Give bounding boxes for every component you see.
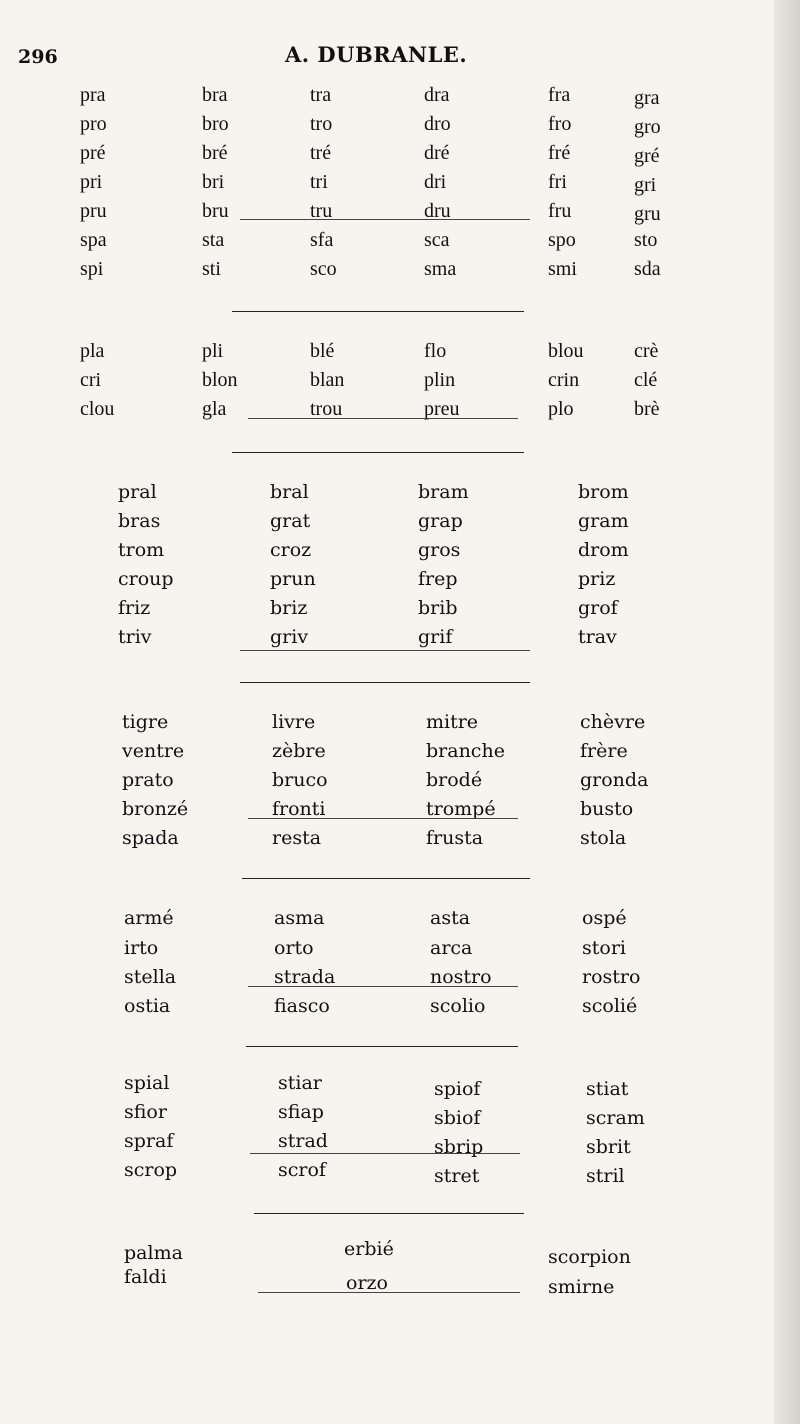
word: fiasco <box>274 995 330 1017</box>
word: arca <box>430 937 473 959</box>
running-title: A. DUBRANLE. <box>285 42 468 67</box>
syllable: fré <box>548 142 571 164</box>
syllable: grif <box>418 626 453 648</box>
syllable: prun <box>270 568 316 590</box>
section-rule <box>232 311 524 312</box>
syllable: dré <box>424 142 450 164</box>
syllable: clou <box>80 398 115 420</box>
word: busto <box>580 798 634 820</box>
syllable: spraf <box>124 1130 174 1152</box>
word-row <box>0 907 770 935</box>
syllable: blé <box>310 340 335 362</box>
syllable: sbrip <box>434 1136 484 1158</box>
word: resta <box>272 827 322 849</box>
syllable: trav <box>578 626 617 648</box>
syllable: grof <box>578 597 618 619</box>
underline-rule <box>240 650 530 651</box>
syllable: bral <box>270 481 309 503</box>
syllable: sfa <box>310 229 334 251</box>
word: nostro <box>430 966 492 988</box>
syllable: croz <box>270 539 312 561</box>
syllable: brom <box>578 481 629 503</box>
syllable-row <box>0 597 770 625</box>
syllable: stiat <box>586 1078 629 1100</box>
syllable: flo <box>424 340 447 362</box>
syllable: priz <box>578 568 616 590</box>
syllable: crè <box>634 340 659 362</box>
syllable: tra <box>310 84 332 106</box>
word: tigre <box>122 711 169 733</box>
syllable: frep <box>418 568 458 590</box>
syllable: sma <box>424 258 457 280</box>
syllable: bru <box>202 200 229 222</box>
syllable: fri <box>548 171 567 193</box>
syllable: gram <box>578 510 629 532</box>
syllable: trom <box>118 539 165 561</box>
syllable: strad <box>278 1130 328 1152</box>
syllable-row <box>0 539 770 567</box>
word: mitre <box>426 711 479 733</box>
underline-rule <box>248 986 518 987</box>
syllable: preu <box>424 398 460 420</box>
word: fronti <box>272 798 326 820</box>
word-row <box>0 1238 770 1266</box>
syllable: bra <box>202 84 228 106</box>
syllable: pru <box>80 200 107 222</box>
syllable: sbrit <box>586 1136 631 1158</box>
word: gronda <box>580 769 649 791</box>
word-row <box>0 937 770 965</box>
syllable: smi <box>548 258 577 280</box>
syllable-row <box>0 171 770 199</box>
syllable: cri <box>80 369 102 391</box>
syllable-row <box>0 1072 770 1100</box>
syllable: sfior <box>124 1101 167 1123</box>
syllable: blan <box>310 369 345 391</box>
syllable: trou <box>310 398 343 420</box>
syllable: gra <box>634 87 660 109</box>
syllable-row <box>0 258 770 286</box>
syllable: triv <box>118 626 152 648</box>
syllable: crin <box>548 369 580 391</box>
word: armé <box>124 907 174 929</box>
word: scorpion <box>548 1246 631 1268</box>
word: orzo <box>346 1272 388 1294</box>
syllable-row <box>0 340 770 368</box>
syllable: briz <box>270 597 308 619</box>
section-rule <box>254 1213 524 1214</box>
word: asta <box>430 907 471 929</box>
syllable: scram <box>586 1107 645 1129</box>
syllable: gro <box>634 116 661 138</box>
syllable: pra <box>80 84 106 106</box>
word-row <box>0 1266 770 1298</box>
word-row <box>0 827 770 855</box>
underline-rule <box>248 418 518 419</box>
syllable: dra <box>424 84 450 106</box>
syllable: stril <box>586 1165 625 1187</box>
word: scolié <box>582 995 638 1017</box>
syllable: bré <box>202 142 228 164</box>
syllable: sbiof <box>434 1107 481 1129</box>
syllable: croup <box>118 568 174 590</box>
page-header <box>0 40 770 74</box>
syllable: gla <box>202 398 227 420</box>
syllable: dro <box>424 113 451 135</box>
word: frusta <box>426 827 484 849</box>
word: ventre <box>122 740 185 762</box>
word: branche <box>426 740 505 762</box>
syllable-row <box>0 84 770 112</box>
syllable: plin <box>424 369 456 391</box>
syllable: sca <box>424 229 450 251</box>
syllable: pla <box>80 340 105 362</box>
syllable: stret <box>434 1165 480 1187</box>
syllable: scrof <box>278 1159 326 1181</box>
syllable: stiar <box>278 1072 322 1094</box>
syllable: sti <box>202 258 221 280</box>
syllable: bras <box>118 510 161 532</box>
syllable: spo <box>548 229 576 251</box>
syllable-row <box>0 200 770 228</box>
word: bruco <box>272 769 328 791</box>
syllable: bro <box>202 113 229 135</box>
syllable: gré <box>634 145 660 167</box>
syllable: grap <box>418 510 463 532</box>
word: trompé <box>426 798 496 820</box>
syllable: friz <box>118 597 151 619</box>
syllable: drom <box>578 539 629 561</box>
syllable: pral <box>118 481 157 503</box>
syllable: gru <box>634 203 661 225</box>
word: zèbre <box>272 740 326 762</box>
word: palma <box>124 1242 183 1264</box>
syllable: spiof <box>434 1078 481 1100</box>
word-row <box>0 995 770 1023</box>
syllable: clé <box>634 369 658 391</box>
word-row <box>0 798 770 826</box>
syllable: bri <box>202 171 225 193</box>
word: faldi <box>124 1266 167 1288</box>
word: livre <box>272 711 316 733</box>
section-rule <box>246 1046 518 1047</box>
word: stella <box>124 966 177 988</box>
syllable: spi <box>80 258 104 280</box>
word-row <box>0 740 770 768</box>
syllable: bram <box>418 481 469 503</box>
syllable: gri <box>634 174 657 196</box>
section-rule <box>232 452 524 453</box>
syllable: sco <box>310 258 337 280</box>
syllable-row <box>0 1101 770 1129</box>
word: stori <box>582 937 626 959</box>
syllable: pri <box>80 171 103 193</box>
syllable: blou <box>548 340 584 362</box>
underline-rule <box>240 219 530 220</box>
syllable: sta <box>202 229 225 251</box>
word: prato <box>122 769 174 791</box>
syllable: dru <box>424 200 451 222</box>
page-number: 296 <box>18 46 58 68</box>
syllable: spa <box>80 229 107 251</box>
syllable: brib <box>418 597 458 619</box>
word-row <box>0 711 770 739</box>
word: spada <box>122 827 179 849</box>
syllable-row <box>0 510 770 538</box>
syllable: fru <box>548 200 572 222</box>
word: orto <box>274 937 314 959</box>
word: brodé <box>426 769 483 791</box>
word: erbié <box>344 1238 394 1260</box>
syllable-row <box>0 142 770 170</box>
syllable: scrop <box>124 1159 178 1181</box>
word: stola <box>580 827 627 849</box>
word: rostro <box>582 966 641 988</box>
syllable: pli <box>202 340 224 362</box>
syllable-row <box>0 369 770 397</box>
syllable: gros <box>418 539 461 561</box>
word: ospé <box>582 907 627 929</box>
syllable: sto <box>634 229 658 251</box>
section-rule <box>240 682 530 683</box>
word: bronzé <box>122 798 189 820</box>
syllable-row <box>0 398 770 426</box>
syllable: griv <box>270 626 309 648</box>
syllable: pro <box>80 113 107 135</box>
syllable: sfiap <box>278 1101 324 1123</box>
syllable: spial <box>124 1072 170 1094</box>
syllable: fra <box>548 84 571 106</box>
syllable: brè <box>634 398 660 420</box>
syllable: fro <box>548 113 572 135</box>
underline-rule <box>248 818 518 819</box>
word: irto <box>124 937 159 959</box>
word-row <box>0 966 770 994</box>
syllable: tro <box>310 113 333 135</box>
underline-rule <box>250 1153 520 1154</box>
syllable: blon <box>202 369 238 391</box>
word: asma <box>274 907 325 929</box>
section-rule <box>242 878 530 879</box>
syllable: sda <box>634 258 661 280</box>
syllable: tru <box>310 200 333 222</box>
word: smirne <box>548 1276 615 1298</box>
syllable: grat <box>270 510 311 532</box>
syllable: dri <box>424 171 447 193</box>
syllable-row <box>0 229 770 257</box>
underline-rule <box>258 1292 520 1293</box>
page-edge <box>774 0 800 1424</box>
syllable-row <box>0 113 770 141</box>
syllable: tré <box>310 142 332 164</box>
syllable-row <box>0 568 770 596</box>
word-row <box>0 769 770 797</box>
syllable-row <box>0 481 770 509</box>
word: scolio <box>430 995 486 1017</box>
word: frère <box>580 740 628 762</box>
word: strada <box>274 966 336 988</box>
word: ostia <box>124 995 171 1017</box>
syllable: pré <box>80 142 106 164</box>
syllable-row <box>0 1159 770 1187</box>
syllable: tri <box>310 171 328 193</box>
word: chèvre <box>580 711 646 733</box>
syllable: plo <box>548 398 574 420</box>
